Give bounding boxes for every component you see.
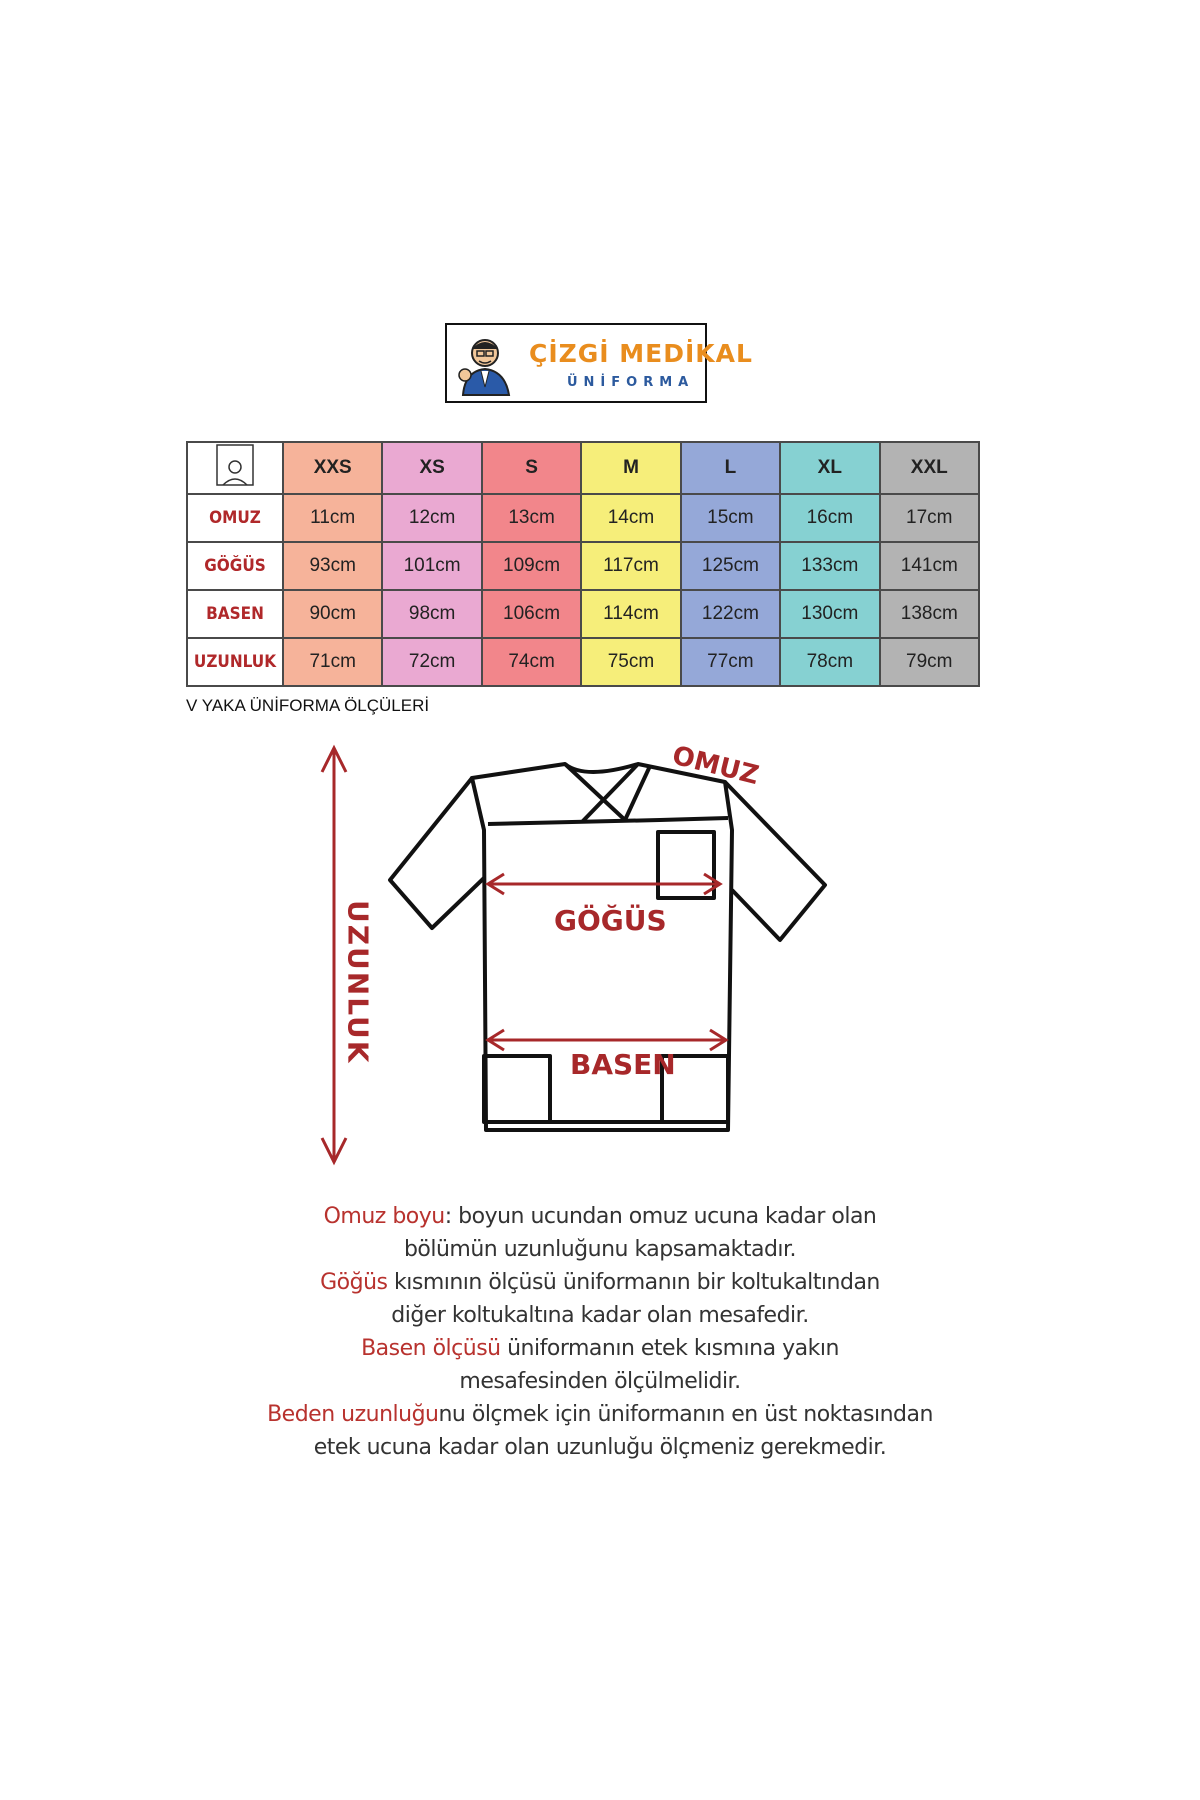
desc-line-4: diğer koltukaltına kadar olan mesafedir. (391, 1303, 809, 1328)
size-value-cell: 75cm (581, 638, 680, 686)
size-value-cell: 74cm (482, 638, 581, 686)
size-value-cell: 106cm (482, 590, 581, 638)
size-header-xs: XS (382, 442, 481, 494)
size-value-cell: 141cm (880, 542, 979, 590)
size-header-xl: XL (780, 442, 879, 494)
size-value-cell: 17cm (880, 494, 979, 542)
size-value-cell: 77cm (681, 638, 780, 686)
table-caption: V YAKA ÜNİFORMA ÖLÇÜLERİ (186, 696, 430, 715)
size-value-cell: 78cm (780, 638, 879, 686)
size-header-xxs: XXS (283, 442, 382, 494)
size-header-l: L (681, 442, 780, 494)
row-label: OMUZ (187, 494, 283, 542)
table-row (187, 494, 979, 542)
desc-line-6: mesafesinden ölçülmelidir. (459, 1369, 741, 1394)
size-value-cell: 114cm (581, 590, 680, 638)
size-value-cell: 138cm (880, 590, 979, 638)
size-value-cell: 117cm (581, 542, 680, 590)
size-value-cell: 13cm (482, 494, 581, 542)
row-label: BASEN (187, 590, 283, 638)
table-corner-logo (187, 442, 283, 494)
size-value-cell: 79cm (880, 638, 979, 686)
desc-line-1: Omuz boyu: boyun ucundan omuz ucuna kadar olan (323, 1204, 877, 1229)
doctor-mascot-icon (455, 331, 519, 397)
size-value-cell: 125cm (681, 542, 780, 590)
table-row (187, 542, 979, 590)
row-label: GÖĞÜS (187, 542, 283, 590)
size-value-cell: 93cm (283, 542, 382, 590)
scrub-measurement-diagram (300, 730, 900, 1180)
desc-line-7: Beden uzunluğunu ölçmek için üniformanın en üst noktasından (267, 1402, 933, 1427)
size-table (186, 441, 980, 687)
size-header-xxl: XXL (880, 442, 979, 494)
size-value-cell: 71cm (283, 638, 382, 686)
table-row (187, 590, 979, 638)
size-value-cell: 12cm (382, 494, 481, 542)
size-value-cell: 14cm (581, 494, 680, 542)
row-label: UZUNLUK (187, 638, 283, 686)
size-value-cell: 16cm (780, 494, 879, 542)
desc-line-5: Basen ölçüsü üniformanın etek kısmına yakın (361, 1336, 839, 1361)
omuz-label: OMUZ (669, 740, 762, 792)
size-value-cell: 11cm (283, 494, 382, 542)
size-value-cell: 133cm (780, 542, 879, 590)
size-header-row (187, 442, 979, 494)
uzunluk-label: UZUNLUK (341, 900, 375, 1065)
size-value-cell: 72cm (382, 638, 481, 686)
desc-line-8: etek ucuna kadar olan uzunluğu ölçmeniz gerekmedir. (313, 1435, 887, 1460)
size-value-cell: 15cm (681, 494, 780, 542)
mini-logo-icon (215, 443, 255, 487)
basen-label: BASEN (570, 1048, 676, 1081)
desc-line-3: Göğüs kısmının ölçüsü üniformanın bir koltukaltından (320, 1270, 880, 1295)
size-value-cell: 109cm (482, 542, 581, 590)
size-header-s: S (482, 442, 581, 494)
size-value-cell: 122cm (681, 590, 780, 638)
size-header-m: M (581, 442, 680, 494)
table-row (187, 638, 979, 686)
logo-sub-text: ÜNİFORMA (567, 375, 695, 390)
size-value-cell: 101cm (382, 542, 481, 590)
brand-logo (445, 323, 753, 403)
size-value-cell: 90cm (283, 590, 382, 638)
desc-line-2: bölümün uzunluğunu kapsamaktadır. (403, 1237, 797, 1262)
measurement-description (200, 1200, 1000, 1464)
size-value-cell: 98cm (382, 590, 481, 638)
logo-brand-text: ÇİZGİ MEDİKAL (529, 339, 753, 368)
gogus-label: GÖĞÜS (554, 904, 667, 937)
size-value-cell: 130cm (780, 590, 879, 638)
